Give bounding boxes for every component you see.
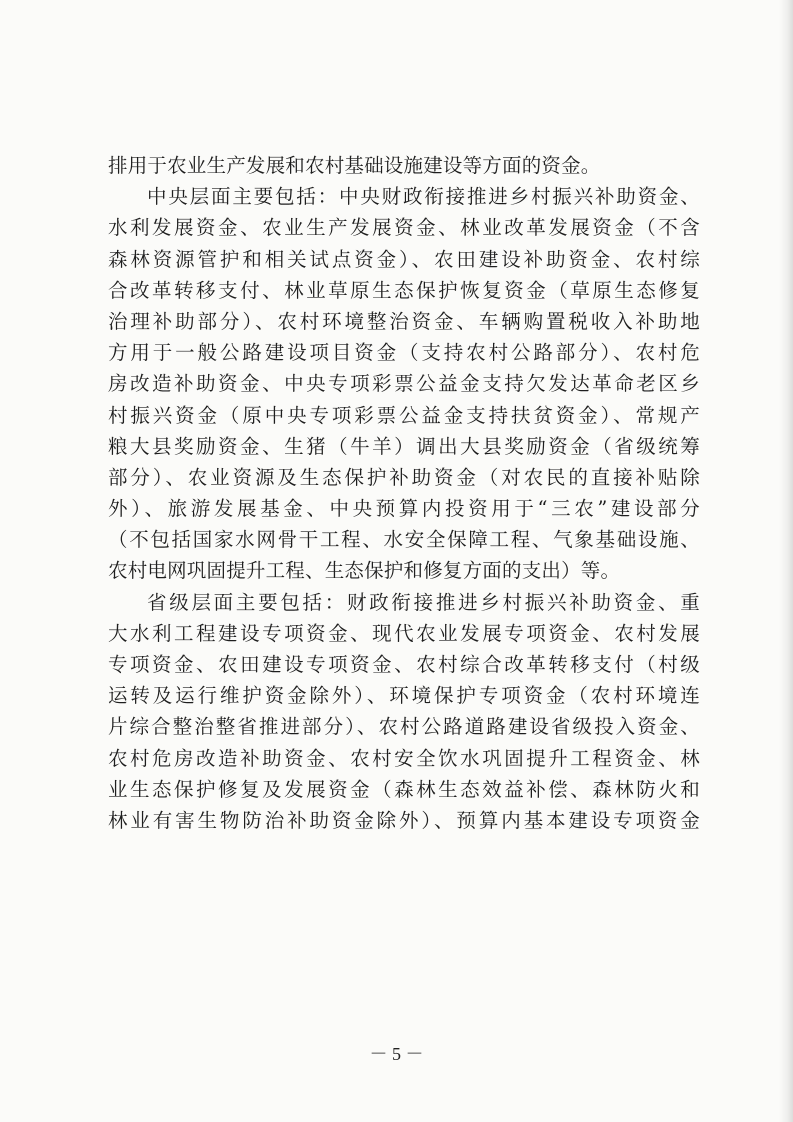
text-line: （不包括国家水网骨干工程、水安全保障工程、气象基础设施、	[108, 528, 700, 552]
text-line: 外）、旅游发展基金、中央预算内投资用于“三农”建设部分	[108, 497, 700, 521]
text-line: 片综合整治整省推进部分）、农村公路道路建设省级投入资金、	[108, 715, 700, 739]
paragraph-central-start: 中央层面主要包括：中央财政衔接推进乡村振兴补助资金、	[147, 185, 700, 209]
text-line: 水利发展资金、农业生产发展资金、林业改革发展资金（不含	[108, 216, 700, 240]
text-line: 农村危房改造补助资金、农村安全饮水巩固提升工程资金、林	[108, 746, 700, 770]
text-line: 大水利工程建设专项资金、现代农业发展专项资金、农村发展	[108, 621, 700, 645]
text-line: 森林资源管护和相关试点资金）、农田建设补助资金、农村综	[108, 247, 700, 271]
text-line: 村振兴资金（原中央专项彩票公益金支持扶贫资金）、常规产	[108, 403, 700, 427]
paragraph-provincial-start: 省级层面主要包括：财政衔接推进乡村振兴补助资金、重	[147, 590, 700, 614]
text-line: 房改造补助资金、中央专项彩票公益金支持欠发达革命老区乡	[108, 372, 700, 396]
text-line: 农村电网巩固提升工程、生态保护和修复方面的支出）等。	[108, 559, 621, 583]
text-line: 林业有害生物防治补助资金除外）、预算内基本建设专项资金	[108, 808, 700, 832]
text-line: 排用于农业生产发展和农村基础设施建设等方面的资金。	[108, 154, 601, 177]
text-line: 合改革转移支付、林业草原生态保护恢复资金（草原生态修复	[108, 278, 700, 302]
scan-shadow-edge	[779, 0, 793, 1122]
body-text	[108, 150, 700, 836]
text-line: 专项资金、农田建设专项资金、农村综合改革转移支付（村级	[108, 653, 700, 676]
text-line: 运转及运行维护资金除外）、环境保护专项资金（农村环境连	[108, 684, 700, 708]
text-line: 治理补助部分）、农村环境整治资金、车辆购置税收入补助地	[108, 309, 700, 333]
text-line: 业生态保护修复及发展资金（森林生态效益补偿、森林防火和	[108, 777, 700, 801]
text-line: 粮大县奖励资金、生猪（牛羊）调出大县奖励资金（省级统筹	[108, 434, 700, 458]
text-line: 方用于一般公路建设项目资金（支持农村公路部分）、农村危	[108, 341, 700, 365]
text-line: 部分）、农业资源及生态保护补助资金（对农民的直接补贴除	[108, 465, 700, 489]
page-number: － 5 －	[369, 1044, 424, 1064]
